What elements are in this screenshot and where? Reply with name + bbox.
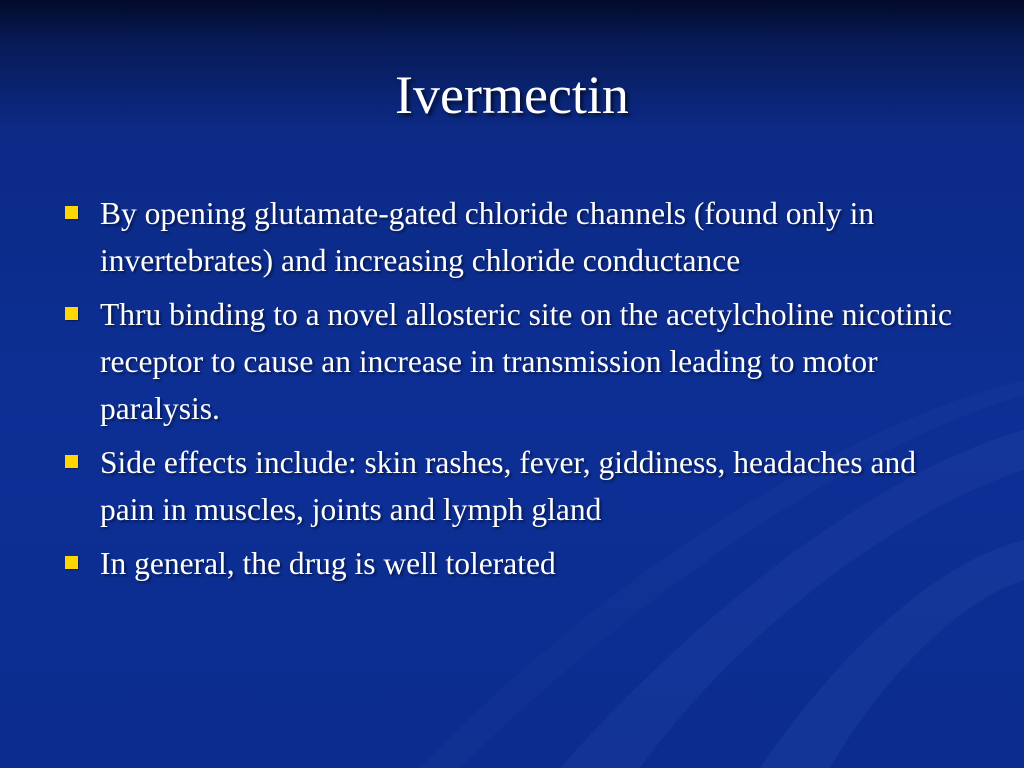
bullet-text: Side effects include: skin rashes, fever, giddiness, headaches and pain in muscles, joints and lymph gland [100, 445, 917, 527]
bullet-list [60, 190, 960, 594]
square-bullet-icon [65, 206, 78, 219]
bullet-item [60, 439, 960, 533]
bullet-text: In general, the drug is well tolerated [100, 546, 556, 581]
square-bullet-icon [65, 455, 78, 468]
square-bullet-icon [65, 556, 78, 569]
slide-title: Ivermectin [395, 65, 629, 125]
bullet-text: Thru binding to a novel allosteric site on the acetylcholine nicotinic receptor to cause an increase in transmission leading to motor paralysis. [100, 297, 953, 426]
square-bullet-icon [65, 307, 78, 320]
bullet-item [60, 291, 960, 432]
bullet-item [60, 540, 960, 587]
bullet-text: By opening glutamate-gated chloride channels (found only in invertebrates) and increasing chloride conductance [100, 196, 875, 278]
bullet-item [60, 190, 960, 284]
